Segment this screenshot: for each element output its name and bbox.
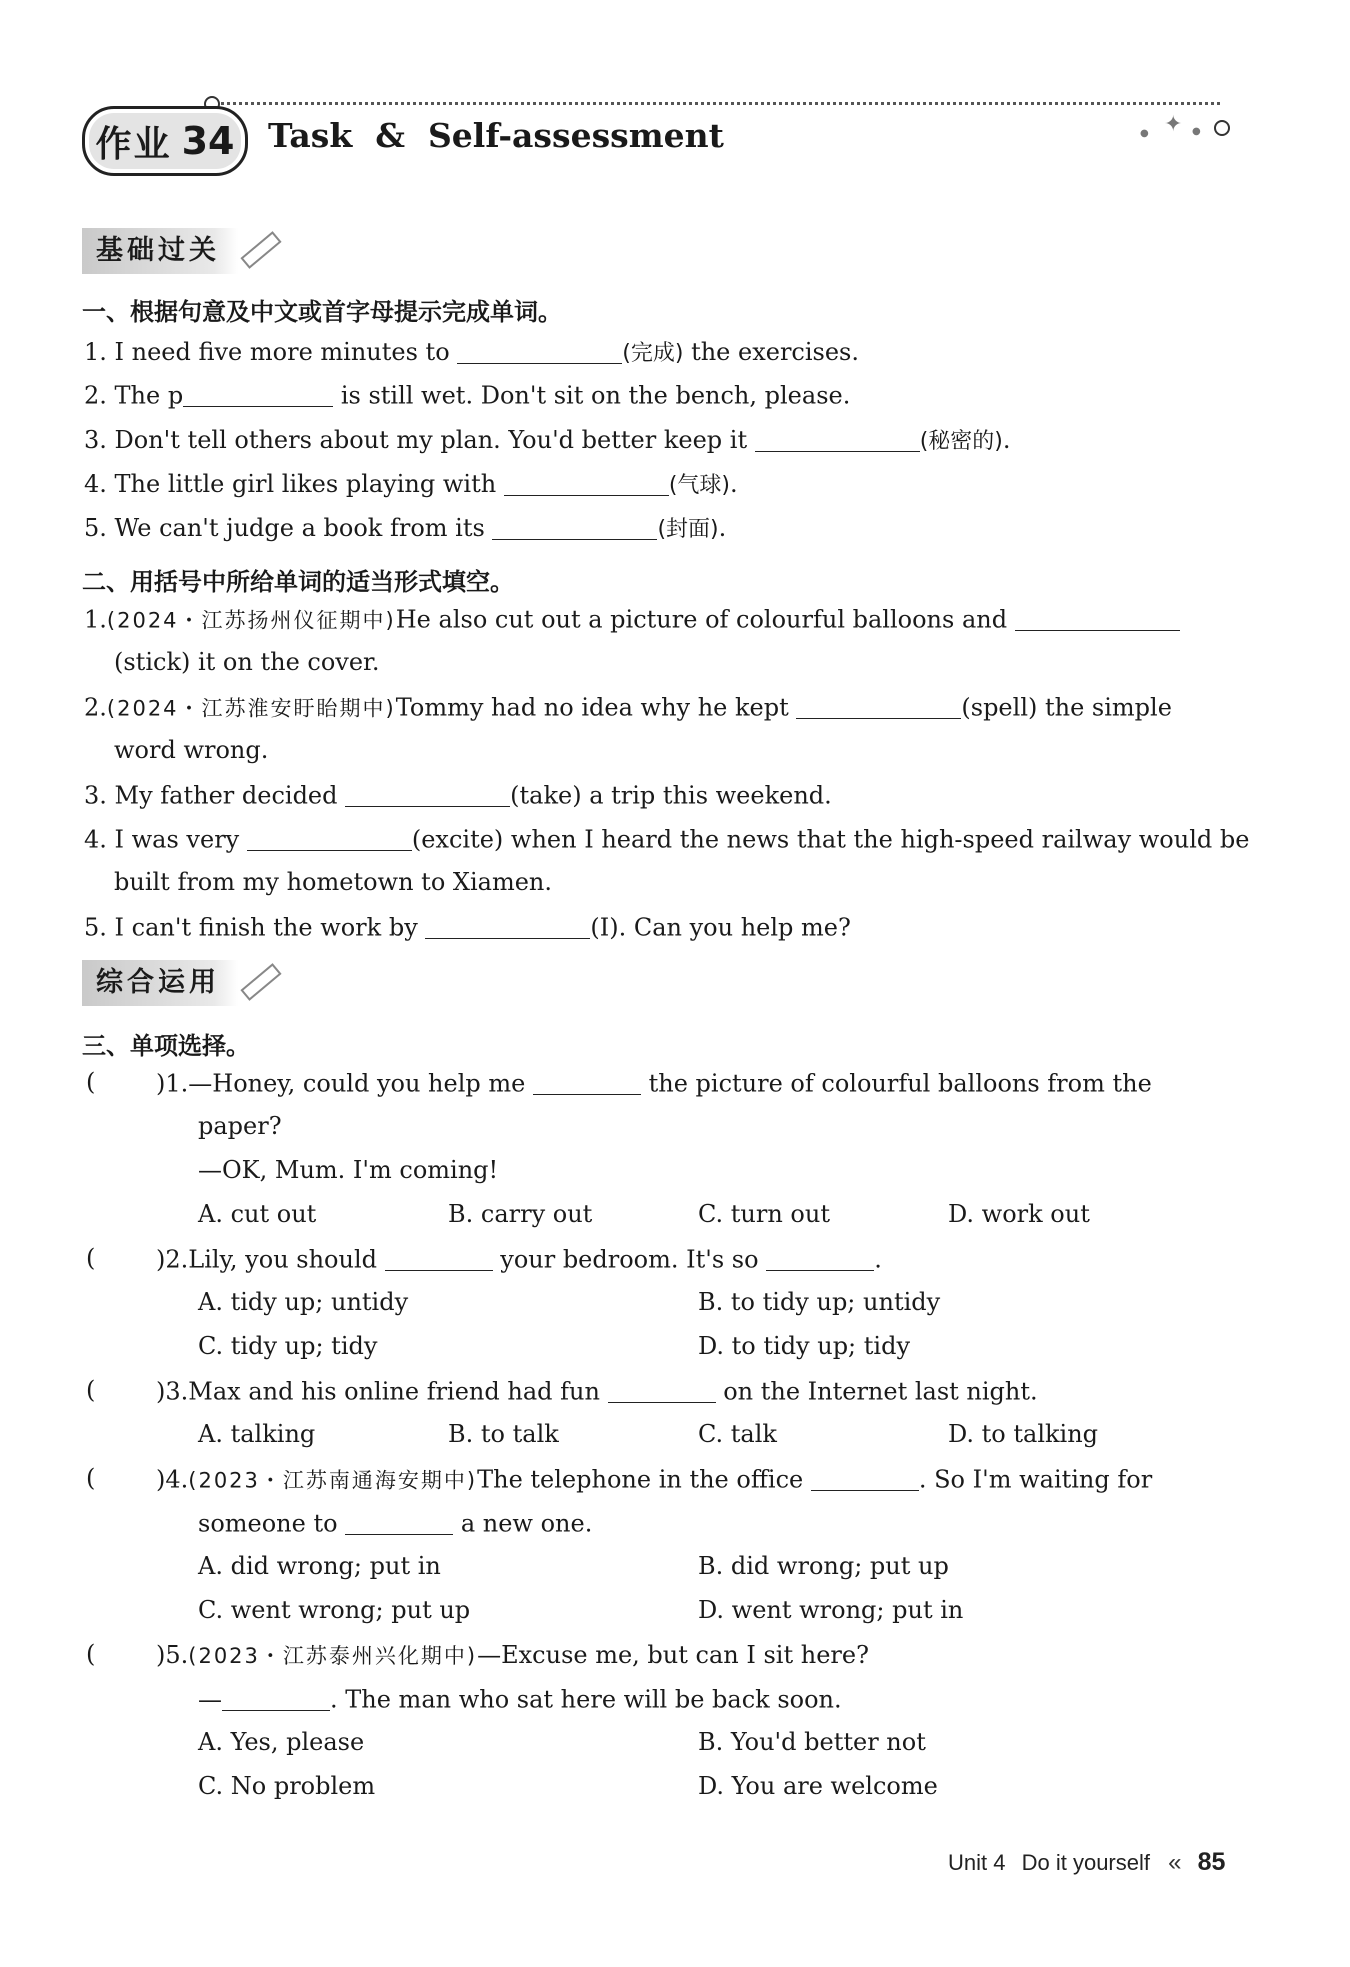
dot-icon: ● [1140,128,1149,139]
answer-blank[interactable] [183,380,333,407]
q3-stem: )3.Max and his online friend had fun on the Internet last night. [156,1377,1038,1406]
pencil-icon [240,231,281,269]
answer-blank[interactable] [796,692,961,719]
ring-icon [1214,120,1230,136]
unit-topic: Do it yourself [1021,1850,1150,1875]
q2-option-c[interactable]: C. tidy up; tidy [198,1332,378,1360]
q4-option-d[interactable]: D. went wrong; put in [698,1596,964,1624]
answer-blank[interactable] [766,1244,874,1271]
source-tag: (2023・江苏泰州兴化期中) [188,1644,478,1668]
q5-option-c[interactable]: C. No problem [198,1772,376,1800]
answer-blank[interactable] [345,1508,453,1535]
answer-blank[interactable] [755,425,920,452]
answer-bracket[interactable]: ( [86,1640,96,1668]
part3-heading: 三、单项选择。 [82,1032,250,1060]
page-footer [948,1848,1225,1877]
sparkle-icon: ✦ [1164,112,1183,137]
q2-stem: )2.Lily, you should your bedroom. It's so . [156,1245,882,1274]
answer-blank[interactable] [811,1464,919,1491]
source-tag: (2024・江苏扬州仪征期中) [106,608,396,633]
badge-number: 34 [181,119,235,163]
q5-option-a[interactable]: A. Yes, please [198,1728,365,1756]
source-tag: (2024・江苏淮安盱眙期中) [106,696,396,721]
q5-option-b[interactable]: B. You'd better not [698,1728,926,1756]
answer-blank[interactable] [345,780,510,807]
part2-item-2-cont: word wrong. [114,736,269,764]
answer-bracket[interactable]: ( [86,1068,96,1096]
answer-blank[interactable] [1015,604,1180,631]
answer-bracket[interactable]: ( [86,1464,96,1492]
part1-item-4: 4. The little girl likes playing with (气球). [84,470,738,498]
part2-item-1: 1.(2024・江苏扬州仪征期中)He also cut out a picture of colourful balloons and [84,604,1180,634]
q4-stem-cont: someone to a new one. [198,1509,593,1538]
q3-option-c[interactable]: C. talk [698,1420,777,1448]
answer-blank[interactable] [533,1068,641,1095]
part2-item-2: 2.(2024・江苏淮安盱眙期中)Tommy had no idea why he kept (spell) the simple [84,693,1172,722]
q1-option-d[interactable]: D. work out [948,1200,1090,1228]
answer-bracket[interactable]: ( [86,1376,96,1404]
q4-option-a[interactable]: A. did wrong; put in [198,1552,441,1580]
unit-label: Unit 4 [948,1850,1006,1875]
answer-bracket[interactable]: ( [86,1244,96,1272]
part1-heading: 一、根据句意及中文或首字母提示完成单词。 [82,298,562,326]
q2-option-d[interactable]: D. to tidy up; tidy [698,1332,911,1360]
pencil-icon [240,963,281,1001]
part2-item-4: 4. I was very (excite) when I heard the news that the high-speed railway would be [84,825,1250,854]
answer-blank[interactable] [385,1244,493,1271]
part1-item-1: 1. I need five more minutes to (完成) the exercises. [84,338,859,366]
double-chevron-left-icon: « [1168,1849,1182,1876]
section-label-integrated: 综合运用 [82,960,238,1006]
answer-blank[interactable] [222,1684,330,1711]
answer-blank[interactable] [457,337,622,364]
q1-option-c[interactable]: C. turn out [698,1200,830,1228]
q3-option-b[interactable]: B. to talk [448,1420,559,1448]
q4-option-c[interactable]: C. went wrong; put up [198,1596,471,1624]
answer-blank[interactable] [492,513,657,540]
assignment-badge [82,106,248,176]
answer-blank[interactable] [247,824,412,851]
section-label-basics: 基础过关 [82,228,238,274]
badge-label: 作业 [95,123,172,165]
part1-item-3: 3. Don't tell others about my plan. You'd better keep it (秘密的). [84,426,1011,454]
answer-blank[interactable] [608,1376,716,1403]
part2-item-5: 5. I can't finish the work by (I). Can you help me? [84,913,851,942]
part1-item-2: 2. The p is still wet. Don't sit on the bench, please. [84,381,851,410]
q5-stem: )5.(2023・江苏泰州兴化期中)—Excuse me, but can I sit here? [156,1641,869,1669]
q5-option-d[interactable]: D. You are welcome [698,1772,938,1800]
q1-stem-cont: paper? [198,1112,282,1140]
part2-item-3: 3. My father decided (take) a trip this weekend. [84,781,832,810]
part2-heading: 二、用括号中所给单词的适当形式填空。 [82,568,514,596]
dot-icon: ● [1192,126,1201,137]
answer-blank[interactable] [425,912,590,939]
answer-blank[interactable] [504,469,669,496]
q1-reply: —OK, Mum. I'm coming! [198,1156,499,1184]
q3-option-a[interactable]: A. talking [198,1420,316,1448]
q3-option-d[interactable]: D. to talking [948,1420,1099,1448]
q4-option-b[interactable]: B. did wrong; put up [698,1552,949,1580]
part2-item-4-cont: built from my hometown to Xiamen. [114,868,553,896]
part2-item-1-cont: (stick) it on the cover. [114,648,380,676]
part1-item-5: 5. We can't judge a book from its (封面). [84,514,727,542]
page-number: 85 [1197,1848,1226,1876]
q1-option-a[interactable]: A. cut out [198,1200,317,1228]
q5-reply: — . The man who sat here will be back soon. [198,1685,842,1714]
q4-stem: )4.(2023・江苏南通海安期中)The telephone in the office . So I'm waiting for [156,1465,1153,1494]
header-dotted-rule [210,102,1220,105]
page-title: Task & Self-assessment [268,116,724,155]
q1-option-b[interactable]: B. carry out [448,1200,593,1228]
q2-option-a[interactable]: A. tidy up; untidy [198,1288,409,1316]
q2-option-b[interactable]: B. to tidy up; untidy [698,1288,941,1316]
source-tag: (2023・江苏南通海安期中) [188,1468,478,1493]
q1-stem: )1.—Honey, could you help me the picture of colourful balloons from the [156,1069,1152,1098]
